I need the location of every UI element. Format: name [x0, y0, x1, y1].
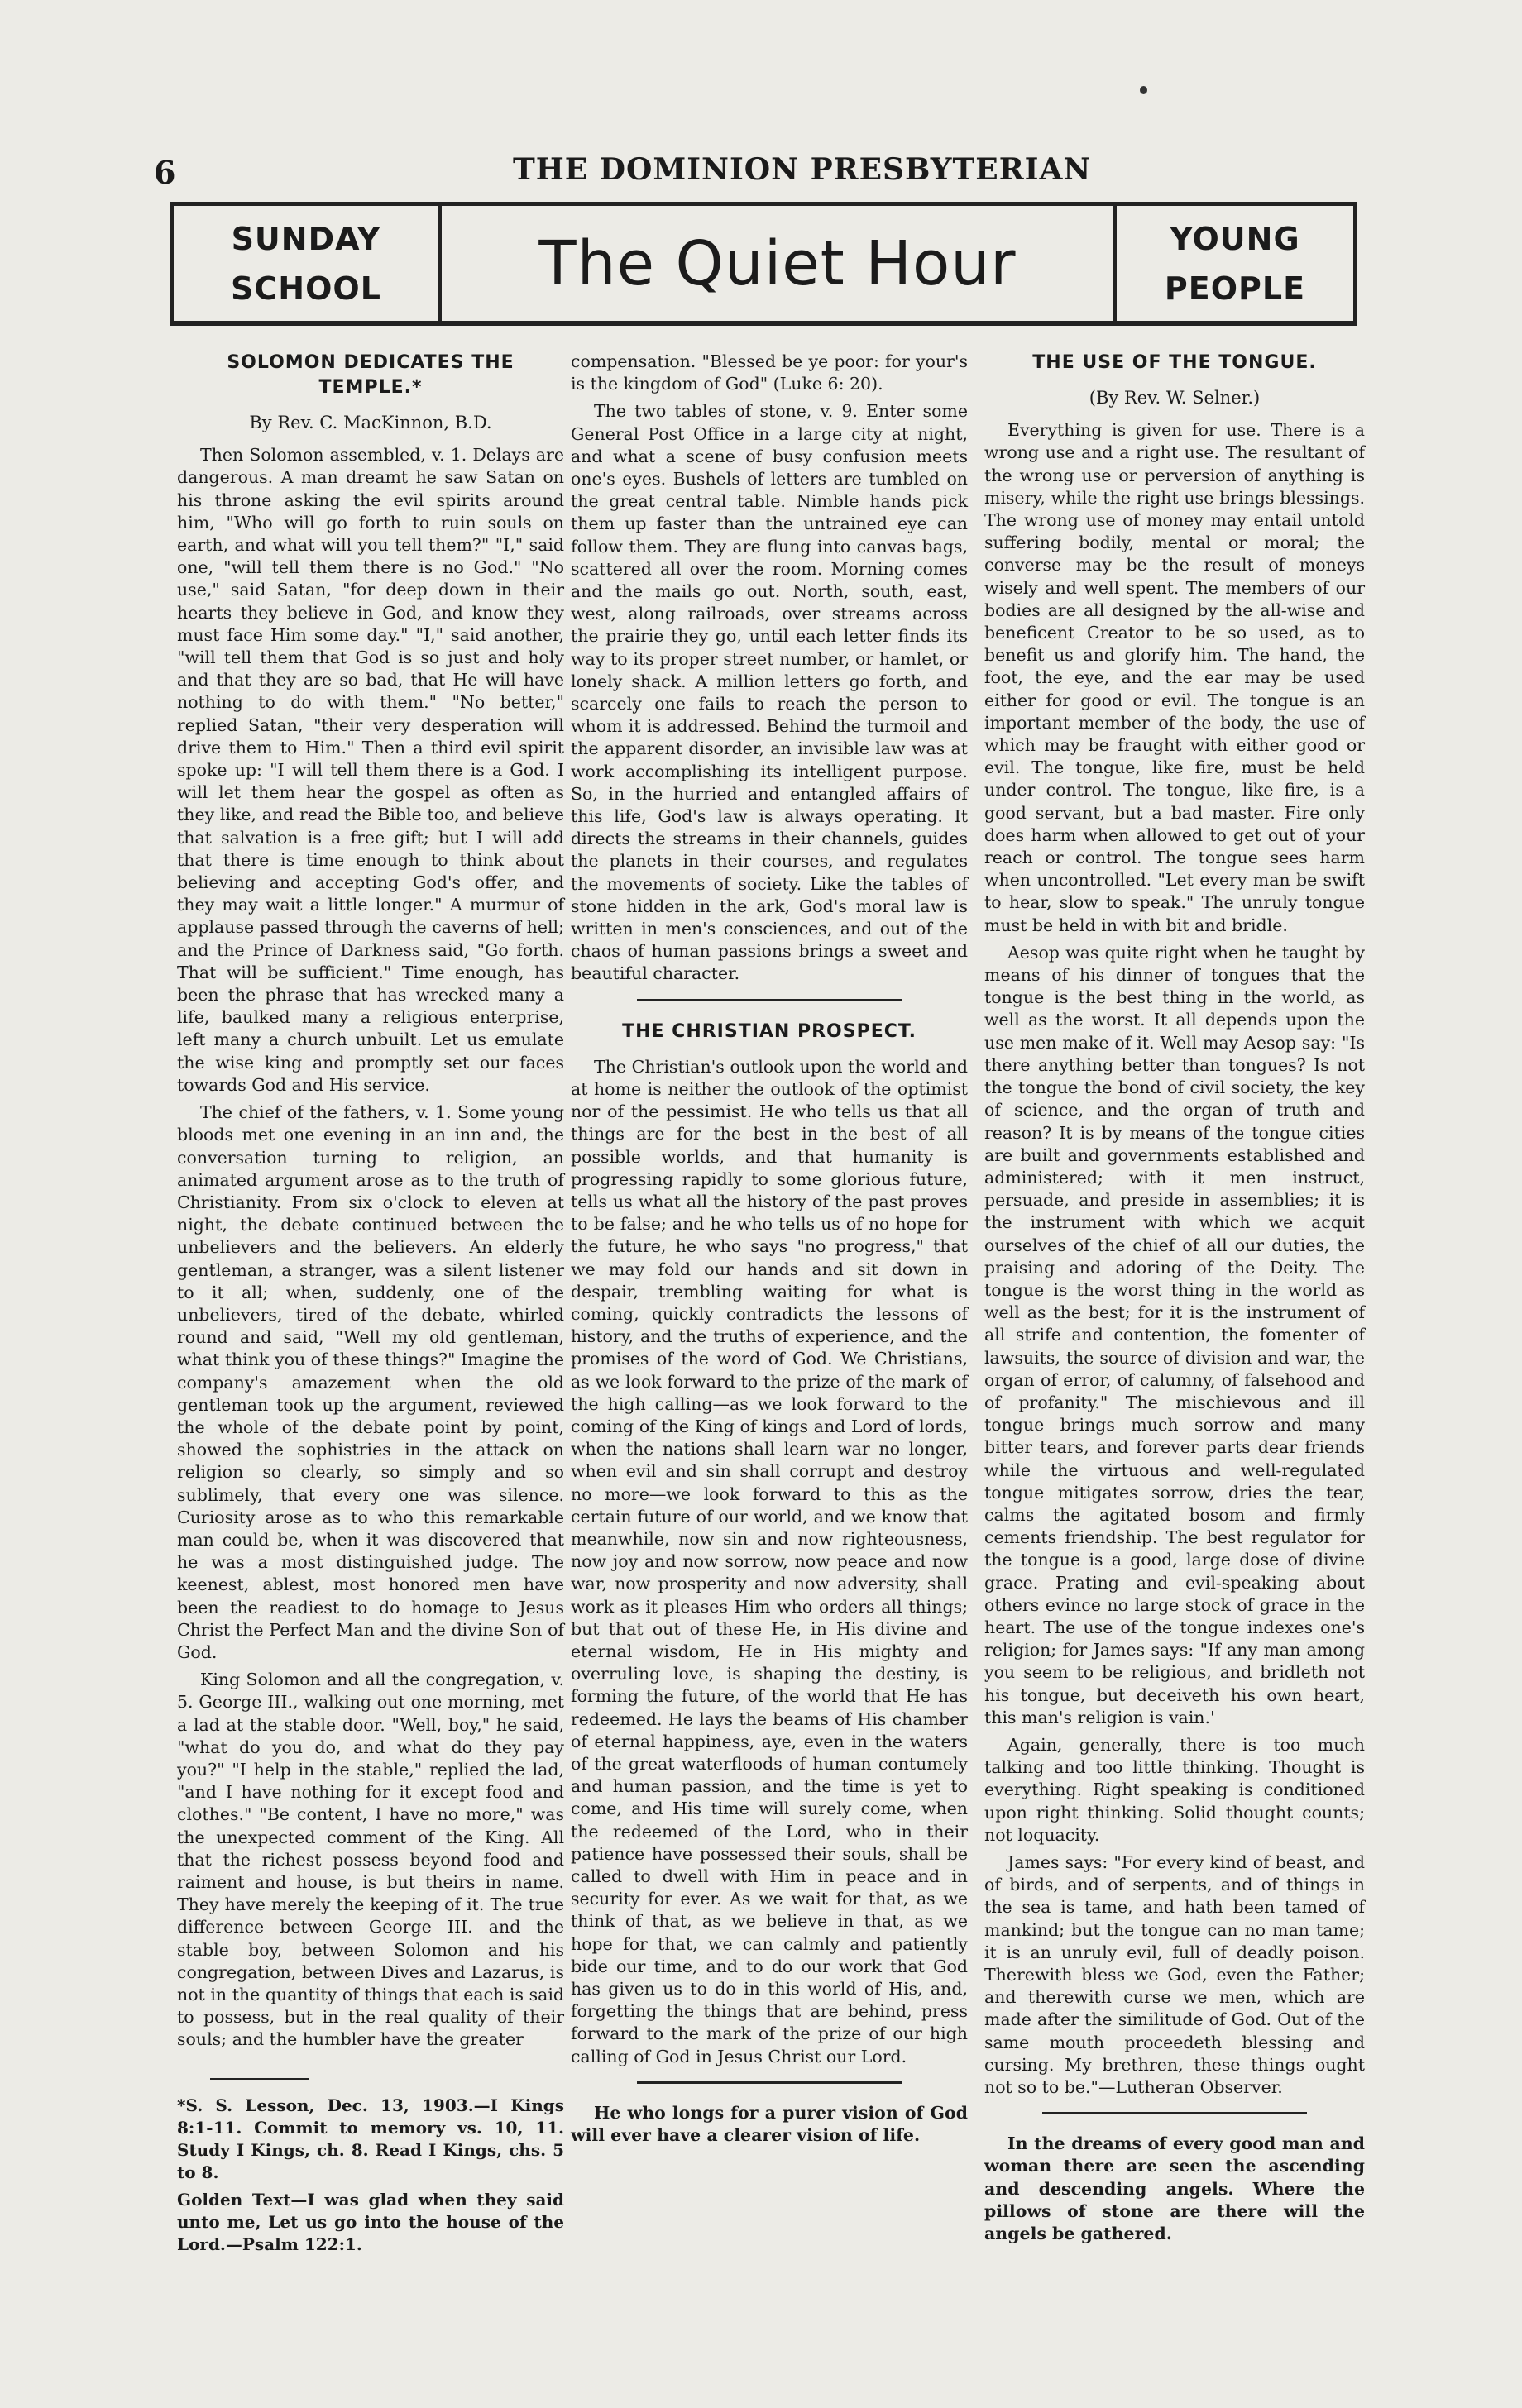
- article-byline-tongue: (By Rev. W. Selner.): [1089, 388, 1261, 408]
- paragraph: The chief of the fathers, v. 1. Some young bloods met one evening in an inn and, the conversation turning to religion, an animated argument arose as to the truth of Christianity. From six o'clock to eleven at night, the debate continued between the unbelievers and the believers. An elderly gentleman, a stranger, was a silent listener to it all; when, suddenly, one of the unbelievers, tired of the debate, whirled round and said, "Well my old gentleman, what think you of these things?" Imagine the company's amazement when the old gentleman took up the argument, reviewed the whole of the debate point by point, showed the sophistries in the attack on religion so clearly, so simply and so sublimely, that every one was silence. Curiosity arose as to who this remarkable man could be, when it was discovered that he was a most distinguished judge. The keenest, ablest, most honored men have been the readiest to do homage to Jesus Christ the Perfect Man and the divine Son of God.: [177, 1102, 564, 1662]
- masthead-title: The Quiet Hour: [538, 227, 1017, 299]
- paragraph: King Solomon and all the congregation, v. 5. George III., walking out one morning, met a lad at the stable door. "Well, boy," he said, "what do you do, and what do they pay you?" "I help in the stable," replied the lad, "and I have nothing for it except food and clothes." "Be content, I have no more," was the unexpected comment of the King. All that the richest possess beyond food and raiment and house, is but theirs in name. They have merely the keeping of it. The true difference between George III. and the stable boy, between Solomon and his congregation, between Dives and Lazarus, is not in the quantity of things that each is said to possess, but in the real quality of their souls; and the humbler have the greater: [177, 1670, 564, 2050]
- article-headline-christian-prospect: THE CHRISTIAN PROSPECT.: [622, 1020, 917, 1042]
- column-1: [177, 351, 564, 2261]
- section-divider: [637, 999, 902, 1001]
- closing-quote: He who longs for a purer vision of God will ever have a clearer vision of life.: [571, 2102, 968, 2146]
- footnote-text: *S. S. Lesson, Dec. 13, 1903.—I Kings 8:1-11. Commit to memory vs. 10, 11. Study I Kings, ch. 8. Read I Kings, chs. 5 to 8.: [177, 2095, 564, 2182]
- article-byline-solomon: By Rev. C. MacKinnon, B.D.: [249, 413, 492, 432]
- article-headline-solomon: SOLOMON DEDICATES THE TEMPLE.*: [227, 352, 515, 398]
- masthead-left-line1: SUNDAY: [231, 220, 381, 257]
- article-headline-tongue: THE USE OF THE TONGUE.: [1032, 352, 1317, 373]
- section-divider: [637, 2081, 902, 2084]
- paragraph: Aesop was quite right when he taught by means of his dinner of tongues that the tongue is the best thing in the world, as well as the worst. It all depends upon the use men make of it. Well may Aesop say: "Is there anything better than tongues? Is not the tongue the bond of civil society, the key of science, and the organ of truth and reason? It is by means of the tongue cities are built and governments established and administered; with it men instruct, persuade, and preside in assemblies; it is the instrument with which we acquit ourselves of the chief of all our duties, the praising and adoring of the Deity. The tongue is the worst thing in the world as well as the best; for it is the instrument of all strife and contention, the fomenter of lawsuits, the source of division and war, the organ of error, of calumny, of falsehood and of profanity." The mischievous and ill tongue brings much sorrow and many bitter tears, and forever parts dear friends while the virtuous and well-regulated tongue mitigates sorrow, dries the tear, calms the agitated bosom and firmly cements friendship. The best regulator for the tongue is a good, large dose of divine grace. Prating and evil-speaking about others evince no large stock of grace in the heart. The use of the tongue indexes one's religion; for James says: "If any man among you seem to be religious, and bridleth not his tongue, but deceiveth his own heart, this man's religion is vain.': [984, 942, 1365, 1727]
- masthead-right-box: [1113, 206, 1353, 321]
- paragraph: compensation. "Blessed be ye poor: for your's is the kingdom of God" (Luke 6: 20).: [571, 351, 968, 394]
- page-number: 6: [154, 154, 176, 191]
- golden-text: Golden Text—I was glad when they said unto me, Let us go into the house of the Lord.—Psalm 122:1.: [177, 2189, 564, 2254]
- section-divider: [1042, 2112, 1307, 2114]
- paragraph: Then Solomon assembled, v. 1. Delays are dangerous. A man dreamt he saw Satan on his throne asking the evil spirits around him, "Who will go forth to ruin souls on earth, and what will you tell them?" "I," said one, "will tell them there is no God." "No use," said Satan, "for deep down in their hearts they believe in God, and know they must face Him some day." "I," said another, "will tell them that God is so just and holy and that they are so bad, that He will have nothing to do with them." "No better," replied Satan, "their very desperation will drive them to Him." Then a third evil spirit spoke up: "I will tell them there is a God. I will let them hear the gospel as often as they like, and read the Bible too, and believe that salvation is a free gift; but I will add that there is time enough to think about believing and accepting God's offer, and they may wait a little longer." A murmur of applause passed through the caverns of hell; and the Prince of Darkness said, "Go forth. That will be sufficient." Time enough, has been the phrase that has wrecked many a life, baulked many a religious enterprise, left many a church unbuilt. Let us emulate the wise king and promptly set our faces towards God and His service.: [177, 445, 564, 1095]
- running-head: THE DOMINION PRESBYTERIAN: [513, 152, 1092, 187]
- masthead-right-line2: PEOPLE: [1164, 270, 1306, 307]
- footnote-divider: [210, 2078, 309, 2080]
- paragraph: The Christian's outlook upon the world and at home is neither the outlook of the optimist nor of the pessimist. He who tells us that all things are for the best in the best of all possible worlds, and that humanity is progressing rapidly to some glorious future, tells us what all the history of the past proves to be false; and he who tells us of no hope for the future, he who says "no progress," that we may fold our hands and sit down in despair, trembling waiting for what is coming, quickly contradicts the lessons of history, and the truths of experience, and the promises of the word of God. We Christians, as we look forward to the prize of the mark of the high calling—as we look forward to the coming of the King of kings and Lord of lords, when the nations shall learn war no longer, when evil and sin shall corrupt and destroy no more—we look forward to this as the certain future of our world, and we know that meanwhile, now sin and now righteousness, now joy and now sorrow, now peace and now war, now prosperity and now adversity, shall work as it pleases Him who orders all things; but that out of these He, in His divine and eternal wisdom, He in His mighty and overruling love, is shaping the destiny, is forming the future, of the world that He has redeemed. He lays the beams of His chamber of eternal happiness, aye, even in the waters of the great waterfloods of human contumely and human passion, and the time is yet to come, and His time will surely come, when the redeemed of the Lord, who in their patience have possessed their souls, shall be called to dwell with Him in peace and in security for ever. As we wait for that, as we think of that, as we believe in that, as we hope for that, we can calmly and patiently bide our time, and to do our work that God has given us to do in this world of His, and, forgetting the things that are behind, press forward to the mark of the prize of our high calling of God in Jesus Christ our Lord.: [571, 1056, 968, 2066]
- masthead-right-line1: YOUNG: [1170, 220, 1300, 257]
- lesson-footnote: [177, 2078, 564, 2256]
- ink-speck: [1140, 86, 1147, 94]
- paragraph: The two tables of stone, v. 9. Enter some General Post Office in a large city at night, and what a scene of busy confusion meets one's eyes. Bushels of letters are tumbled on the great central table. Nimble hands pick them up faster than the untrained eye can follow them. They are flung into canvas bags, scattered all over the room. Morning comes and the mails go out. North, south, east, west, along railroads, over streams across the prairie they go, until each letter finds its way to its proper street number, or hamlet, or lonely shack. A million letters go forth, and scarcely one fails to reach the person to whom it is addressed. Behind the turmoil and the apparent disorder, an invisible law was at work accomplishing its intelligent purpose. So, in the hurried and entangled affairs of this life, God's law is always operating. It directs the streams in their channels, guides the planets in their courses, and regulates the movements of society. Like the tables of stone hidden in the ark, God's moral law is written in men's consciences, and out of the chaos of human passions brings a sweet and beautiful character.: [571, 401, 968, 984]
- paragraph: Everything is given for use. There is a wrong use and a right use. The resultant of the wrong use or perversion of anything is misery, while the right use brings blessings. The wrong use of money may entail untold suffering bodily, mental or moral; the converse may be the result of moneys wisely and well spent. The members of our bodies are all designed by the all-wise and beneficent Creator to be so used, as to benefit us and glorify him. The hand, the foot, the eye, and the ear may be used either for good or evil. The tongue is an important member of the body, the use of which may be fraught with either good or evil. The tongue, like fire, must be held under control. The tongue, like fire, is a good servant, but a bad master. Fire only does harm when allowed to get out of your reach or control. The tongue sees harm when uncontrolled. "Let every man be swift to hear, slow to speak." The unruly tongue must be held in with bit and bridle.: [984, 420, 1365, 935]
- masthead-left-line2: SCHOOL: [231, 270, 381, 307]
- closing-quote: In the dreams of every good man and woman there are seen the ascending and descending angels. Where the pillows of stone are there will the angels be gathered.: [984, 2133, 1365, 2244]
- paragraph: James says: "For every kind of beast, and of birds, and of serpents, and of things in the sea is tame, and hath been tamed of mankind; but the tongue can no man tame; it is an unruly evil, full of deadly poison. Therewith bless we God, even the Father; and therewith curse we men, which are made after the similitude of God. Out of the same mouth proceedeth blessing and cursing. My brethren, these things ought not so to be."—Lutheran Observer.: [984, 1852, 1365, 2098]
- section-masthead: [170, 202, 1357, 326]
- column-3: [984, 351, 1365, 2250]
- column-2: [571, 351, 968, 2152]
- masthead-left-box: [174, 206, 442, 321]
- paragraph: Again, generally, there is too much talking and too little thinking. Thought is everything. Right speaking is conditioned upon right thinking. Solid thought counts; not loquacity.: [984, 1734, 1365, 1845]
